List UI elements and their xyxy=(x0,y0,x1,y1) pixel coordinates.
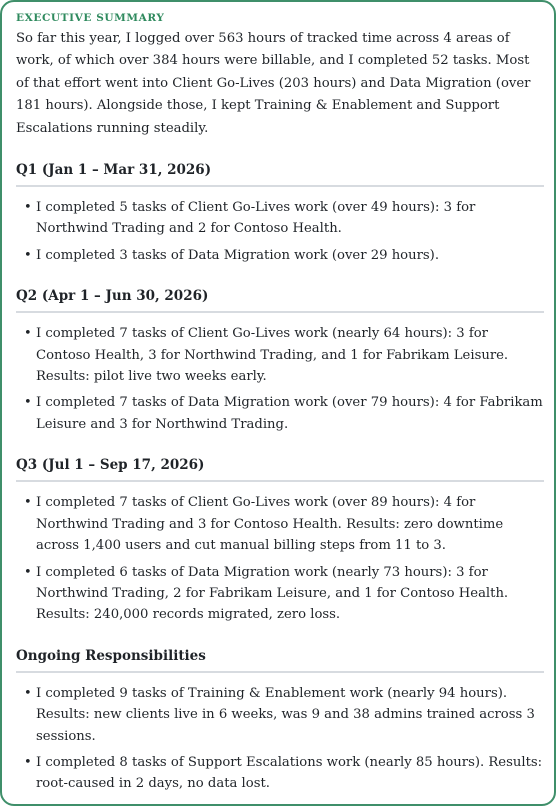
list-item: • I completed 7 tasks of Data Migration work (over 79 hours): 4 for Fabrikam Leisure and 3 for Northwind Trading. xyxy=(16,392,544,435)
item-list xyxy=(16,683,544,795)
section-heading: Q2 (Apr 1 – Jun 30, 2026) xyxy=(16,287,544,313)
section-ongoing xyxy=(16,647,544,795)
list-item: • I completed 6 tasks of Data Migration work (nearly 73 hours): 3 for Northwind Trading, 2 for Fabrikam Leisure, and 1 for Contoso Health. Results: 240,000 records migrated, zero loss. xyxy=(16,562,544,626)
section-heading: Ongoing Responsibilities xyxy=(16,647,544,673)
summary-text: So far this year, I logged over 563 hours of tracked time across 4 areas of work, of which over 384 hours were billable, and I completed 52 tasks. Most of that effort went into Client Go-Lives (203 hours) and Data Migration (over 181 hours). Alongside those, I kept Training & Enablement and Support Escalations running steadily. xyxy=(16,31,531,136)
item-list xyxy=(16,197,544,266)
list-item: • I completed 7 tasks of Client Go-Lives work (over 89 hours): 4 for Northwind Trading and 3 for Contoso Health. Results: zero downtime across 1,400 users and cut manual billing steps from 11 to 3. xyxy=(16,492,544,556)
section-heading: Q1 (Jan 1 – Mar 31, 2026) xyxy=(16,161,544,187)
section-heading: Q3 (Jul 1 – Sep 17, 2026) xyxy=(16,456,544,482)
executive-summary xyxy=(16,10,544,140)
section-q3 xyxy=(16,456,544,625)
item-list xyxy=(16,323,544,435)
list-item: • I completed 3 tasks of Data Migration work (over 29 hours). xyxy=(16,245,544,266)
list-item: • I completed 5 tasks of Client Go-Lives work (over 49 hours): 3 for Northwind Trading and 2 for Contoso Health. xyxy=(16,197,544,240)
report-content xyxy=(16,10,544,795)
section-q2 xyxy=(16,287,544,435)
list-item: • I completed 9 tasks of Training & Enablement work (nearly 94 hours). Results: new clients live in 6 weeks, was 9 and 38 admins trained across 3 sessions. xyxy=(16,683,544,747)
list-item: • I completed 8 tasks of Support Escalations work (nearly 85 hours). Results: root-caused in 2 days, no data lost. xyxy=(16,752,544,795)
list-item: • I completed 7 tasks of Client Go-Lives work (nearly 64 hours): 3 for Contoso Health, 3 for Northwind Trading, and 1 for Fabrikam Leisure. Results: pilot live two weeks early. xyxy=(16,323,544,387)
item-list xyxy=(16,492,544,625)
summary-heading: EXECUTIVE SUMMARY xyxy=(16,12,165,24)
section-q1 xyxy=(16,161,544,266)
